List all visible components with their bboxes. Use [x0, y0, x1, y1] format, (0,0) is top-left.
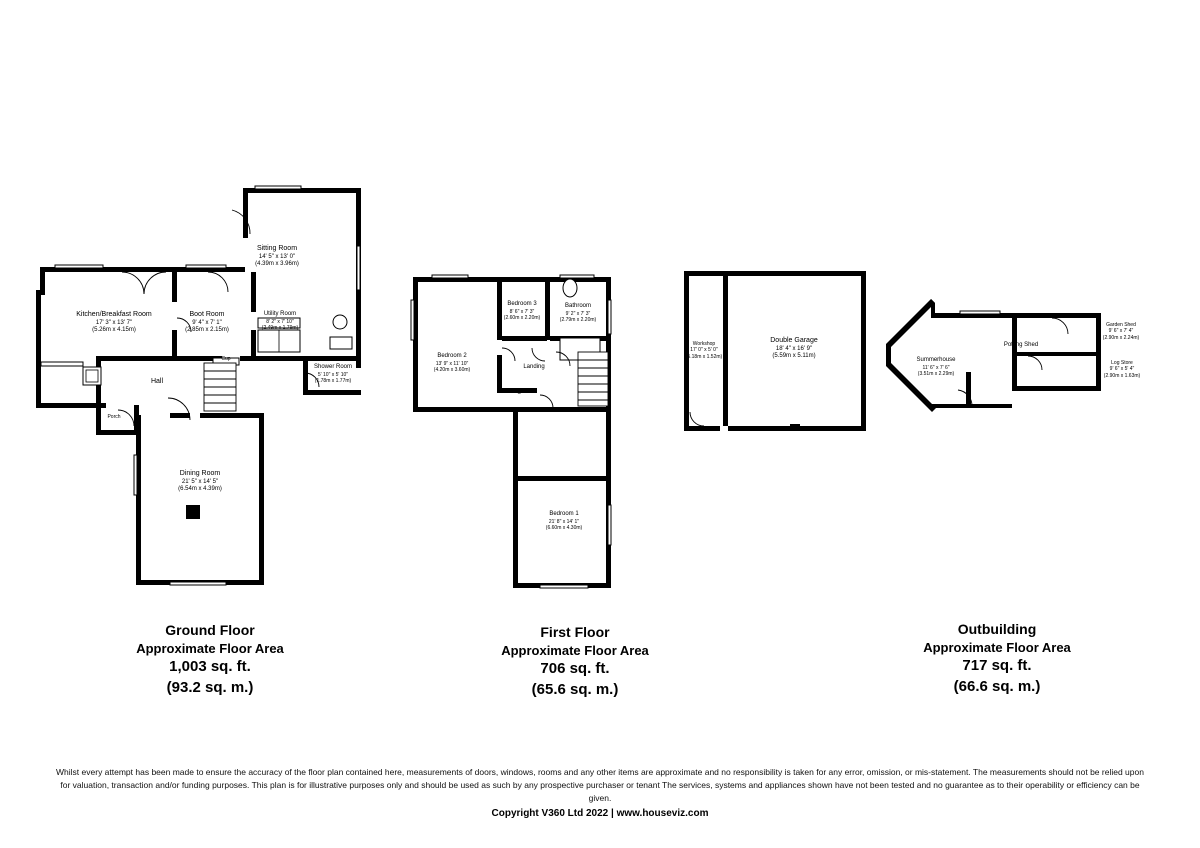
first-floor-title-block	[455, 623, 695, 700]
copyright-text: Copyright V360 Ltd 2022 | www.houseviz.com	[491, 808, 709, 819]
room-label-sitting-room: Sitting Room 14' 5" x 13' 0" (4.39m x 3.96m)	[255, 245, 299, 268]
ground-floor-area-sqm: (93.2 sq. m.)	[166, 678, 254, 696]
room-label-cup: Cup	[221, 356, 231, 362]
outbuilding-area-sqft: 717 sq. ft.	[962, 657, 1032, 675]
room-label-summerhouse: Summerhouse 11' 6" x 7' 6" (3.51m x 2.29m)	[916, 357, 956, 377]
room-label-boot-room: Boot Room 9' 4" x 7' 1" (2.85m x 2.15m)	[185, 311, 229, 334]
room-label-bathroom: Bathroom 9' 2" x 7' 3" (2.79m x 2.20m)	[559, 303, 597, 323]
first-floor-area-sqft: 706 sq. ft.	[540, 660, 610, 678]
outbuilding-area-sqm: (66.6 sq. m.)	[953, 677, 1041, 695]
room-label-double-garage: Double Garage 18' 4" x 16' 9" (5.59m x 5.11m)	[770, 337, 818, 360]
room-label-dining-room: Dining Room 21' 5" x 14' 5" (6.54m x 4.39m)	[178, 470, 222, 493]
room-label-garden-shed: Garden Shed 9' 6" x 7' 4" (2.90m x 2.24m)	[1102, 322, 1140, 341]
first-floor-title: First Floor	[540, 624, 610, 640]
ground-floor-title-block	[90, 621, 330, 698]
room-label-cupboard: C	[517, 390, 521, 396]
first-floor-area-sqm: (65.6 sq. m.)	[531, 680, 619, 698]
room-label-landing: Landing	[523, 364, 545, 370]
first-floor-subtitle: Approximate Floor Area	[501, 642, 649, 658]
room-label-hall: Hall	[150, 378, 164, 385]
room-label-porch: Porch	[107, 414, 121, 420]
room-label-log-store: Log Store 9' 6" x 5' 4" (2.90m x 1.63m)	[1103, 360, 1141, 379]
disclaimer-text: Whilst every attempt has been made to ensure the accuracy of the floor plan contained here, measurements of doors, windows, rooms and any other items are approximate and no responsibility is taken for any error, omission, or mis-statement. The measurements should not be relied upon for valuation, transaction and/or funding purposes. This plan is for illustrative purposes only and should be used as such by any prospective purchaser or tenant The services, systems and appliances shown have not been tested and no guarantee as to their operability or efficiency can be given.	[56, 767, 1144, 804]
outbuilding-subtitle: Approximate Floor Area	[923, 639, 1071, 655]
room-label-kitchen-breakfast-room: Kitchen/Breakfast Room 17' 3" x 13' 7" (5.26m x 4.15m)	[76, 311, 152, 334]
room-label-shower-room: Shower Room 5' 10" x 5' 10" (1.78m x 1.77m)	[313, 364, 352, 384]
room-label-potting-shed: Potting Shed	[1003, 342, 1039, 348]
outbuilding-title-block	[877, 620, 1117, 697]
room-label-workshop: Workshop 17' 0" x 5' 0" (5.18m x 1.52m)	[685, 341, 723, 360]
ground-floor-area-sqft: 1,003 sq. ft.	[169, 658, 251, 676]
room-label-bedroom-2: Bedroom 2 13' 9" x 11' 10" (4.20m x 3.60m)	[433, 353, 471, 373]
outbuilding-title: Outbuilding	[957, 621, 1037, 637]
room-label-bedroom-1: Bedroom 1 21' 8" x 14' 1" (6.60m x 4.30m)	[545, 511, 583, 531]
ground-floor-subtitle: Approximate Floor Area	[136, 640, 284, 656]
room-label-bedroom-3: Bedroom 3 8' 6" x 7' 3" (2.60m x 2.20m)	[503, 301, 541, 321]
ground-floor-title: Ground Floor	[165, 622, 255, 638]
room-label-utility-room: Utility Room 8' 2" x 7' 10" (2.49m x 1.79m)	[261, 311, 299, 331]
